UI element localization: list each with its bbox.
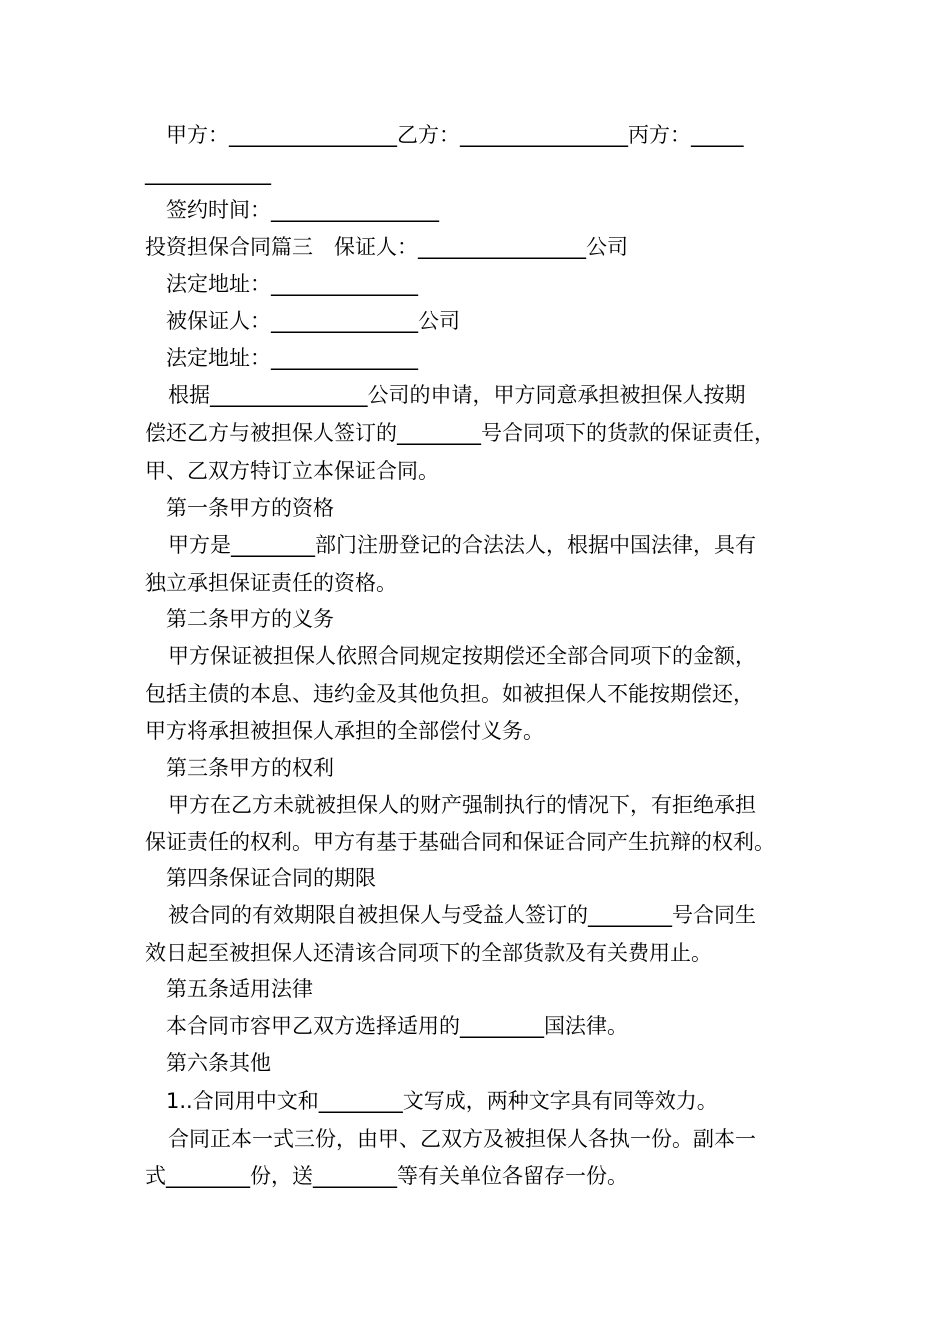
section-title-guarantor: 投资担保合同篇三 保证人：________________公司 <box>145 235 628 259</box>
article-1-text-2: 独立承担保证责任的资格。 <box>145 571 397 595</box>
article-3-text-1: 甲方在乙方未就被担保人的财产强制执行的情况下，有拒绝承担 <box>168 793 756 817</box>
parties-line-continued: ____________ <box>145 161 271 185</box>
article-2-text-3: 甲方将承担被担保人承担的全部偿付义务。 <box>145 719 544 743</box>
article-6-text-2: 式________份，送________等有关单位各留存一份。 <box>145 1164 628 1188</box>
article-4-text-1: 被合同的有效期限自被担保人与受益人签订的________号合同生 <box>168 903 756 927</box>
guarantor-address-line: 法定地址：______________ <box>166 272 418 296</box>
article-2-text-1: 甲方保证被担保人依照合同规定按期偿还全部合同项下的金额， <box>168 644 756 668</box>
article-6-heading: 第六条其他 <box>166 1051 271 1075</box>
article-4-text-2: 效日起至被担保人还清该合同项下的全部货款及有关费用止。 <box>145 941 712 965</box>
article-2-heading: 第二条甲方的义务 <box>166 607 334 631</box>
guaranteed-address-line: 法定地址：______________ <box>166 346 418 370</box>
signing-time-line: 签约时间：________________ <box>166 198 439 222</box>
article-2-text-2: 包括主债的本息、违约金及其他负担。如被担保人不能按期偿还， <box>145 682 754 706</box>
parties-line: 甲方：________________乙方：________________丙方：_____ <box>166 123 744 147</box>
article-5-heading: 第五条适用法律 <box>166 977 313 1001</box>
article-6-text-1: 合同正本一式三份，由甲、乙双方及被担保人各执一份。副本一 <box>168 1127 756 1151</box>
preamble-line-1: 根据_______________公司的申请，甲方同意承担被担保人按期 <box>168 383 746 407</box>
article-4-heading: 第四条保证合同的期限 <box>166 866 376 890</box>
preamble-line-3: 甲、乙双方特订立本保证合同。 <box>145 459 439 483</box>
article-1-text-1: 甲方是________部门注册登记的合法法人，根据中国法律，具有 <box>168 533 756 557</box>
preamble-line-2: 偿还乙方与被担保人签订的________号合同项下的货款的保证责任， <box>145 421 775 445</box>
article-3-heading: 第三条甲方的权利 <box>166 756 334 780</box>
guaranteed-party-line: 被保证人：______________公司 <box>166 309 460 333</box>
article-1-heading: 第一条甲方的资格 <box>166 496 334 520</box>
article-6-item-1: 1..合同用中文和________文写成，两种文字具有同等效力。 <box>166 1089 718 1113</box>
article-5-text: 本合同市容甲乙双方选择适用的________国法律。 <box>166 1014 628 1038</box>
article-3-text-2: 保证责任的权利。甲方有基于基础合同和保证合同产生抗辩的权利。 <box>145 830 775 854</box>
